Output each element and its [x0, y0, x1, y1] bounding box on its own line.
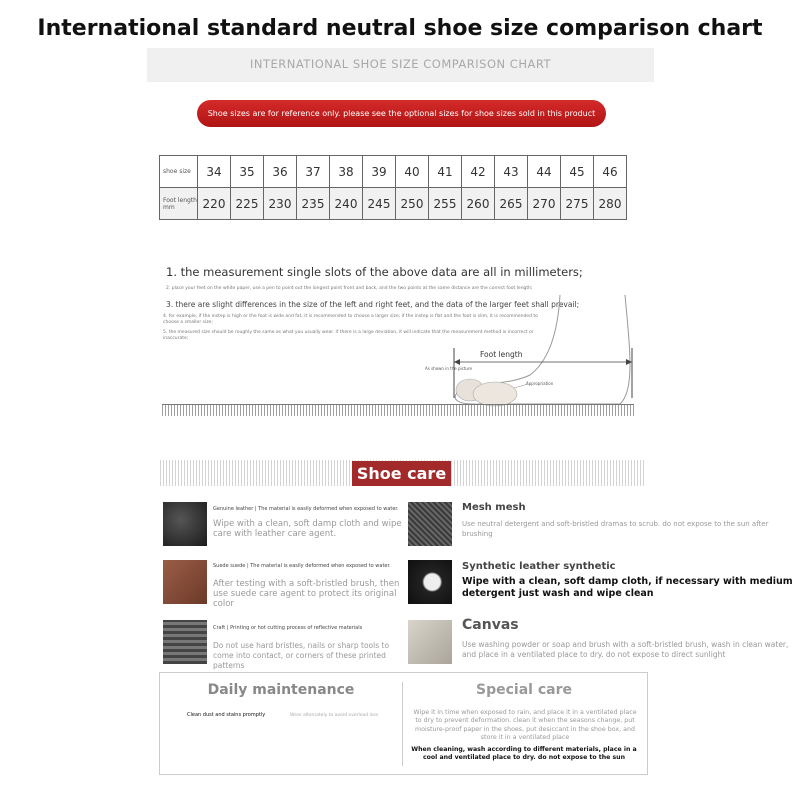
length-cell: 245	[363, 188, 396, 220]
synthetic-image	[408, 560, 452, 604]
genuine-leather-image	[163, 502, 207, 546]
canvas-title: Canvas	[462, 617, 519, 633]
suede-label: Suede suede | The material is easily deformed when exposed to water.	[213, 563, 391, 569]
size-cell: 41	[429, 156, 462, 188]
length-cell: 280	[594, 188, 627, 220]
length-cell: 230	[264, 188, 297, 220]
size-cell: 43	[495, 156, 528, 188]
care-title: Shoe care	[352, 461, 451, 486]
mesh-title: Mesh mesh	[462, 502, 526, 513]
canvas-image	[408, 620, 452, 664]
daily-left-text: Clean dust and stains promptly	[187, 712, 266, 718]
genuine-leather-label: Genuine leather | The material is easily deformed when exposed to water.	[213, 506, 399, 512]
ruler-line	[162, 404, 634, 405]
length-row-label: Foot length mm	[160, 188, 198, 220]
measure-point-3: 3. there are slight differences in the size of the left and right feet, and the data of the larger feet shall prevail;	[166, 300, 580, 309]
length-cell: 270	[528, 188, 561, 220]
synthetic-desc: Wipe with a clean, soft damp cloth, if necessary with medium detergent just wash and wipe clean	[462, 576, 793, 599]
mesh-image	[408, 502, 452, 546]
craft-image	[163, 620, 207, 664]
special-care-desc: Wipe it in time when exposed to rain, and place it in a ventilated place to dry to prevent deformation. clean it when the seasons change, put moisture-proof paper in the shoes, put desiccant in the shoe box, and store it in a ventilated place	[413, 709, 637, 741]
mesh-desc: Use neutral detergent and soft-bristled dramas to scrub. do not expose to the sun after brushing	[462, 520, 769, 538]
appropriation-label: Appropriation	[526, 381, 554, 386]
foot-length-label: Foot length	[480, 350, 523, 359]
length-cell: 220	[198, 188, 231, 220]
synthetic-title: Synthetic leather synthetic	[462, 561, 616, 572]
measure-point-2: 2. place your feet on the white paper, use a pen to point out the longest point front and back, and the two points at the same distance are the correct foot length;	[166, 286, 533, 291]
size-cell: 38	[330, 156, 363, 188]
size-cell: 36	[264, 156, 297, 188]
length-cell: 260	[462, 188, 495, 220]
length-row	[160, 188, 627, 220]
length-cell: 255	[429, 188, 462, 220]
size-cell: 34	[198, 156, 231, 188]
as-shown-label: As shown in the picture	[425, 366, 472, 371]
notice-banner: Shoe sizes are for reference only. please see the optional sizes for shoe sizes sold in this product	[197, 100, 606, 127]
size-cell: 45	[561, 156, 594, 188]
craft-desc: Do not use hard bristles, nails or sharp tools to come into contact, or corners of these printed patterns	[213, 641, 390, 670]
size-cell: 40	[396, 156, 429, 188]
size-row	[160, 156, 627, 188]
length-cell: 240	[330, 188, 363, 220]
genuine-leather-desc: Wipe with a clean, soft damp cloth and wipe care with leather care agent.	[213, 519, 402, 539]
special-care-title: Special care	[476, 682, 572, 698]
daily-right-text: Wear alternately to avoid overload loss	[290, 713, 379, 718]
length-cell: 265	[495, 188, 528, 220]
foot-illustration	[440, 290, 640, 410]
ruler	[162, 404, 634, 416]
size-cell: 35	[231, 156, 264, 188]
measure-point-5: 5. the measured size should be roughly the same as what you usually wear. if there is a large deviation, it will indicate that the measurement method is incorrect or inaccurate;	[163, 330, 534, 341]
length-cell: 275	[561, 188, 594, 220]
chart-subtitle: INTERNATIONAL SHOE SIZE COMPARISON CHART	[249, 57, 552, 71]
length-cell: 235	[297, 188, 330, 220]
measure-point-1: 1. the measurement single slots of the above data are all in millimeters;	[166, 265, 583, 279]
craft-label: Craft | Printing or hot cutting process of reflective materials	[213, 625, 363, 631]
size-cell: 39	[363, 156, 396, 188]
length-cell: 250	[396, 188, 429, 220]
daily-maintenance-title: Daily maintenance	[207, 682, 355, 698]
canvas-desc: Use washing powder or soap and brush with a soft-bristled brush, wash in clean water, and place in a ventilated place to dry. do not expose to direct sunlight	[462, 640, 789, 659]
size-cell: 42	[462, 156, 495, 188]
size-cell: 44	[528, 156, 561, 188]
measure-point-4: 4. for example, if the instep is high or the foot is wide and fat, it is recommended to choose a larger size; if the instep is flat and the foot is slim, it is recommended to choose a smaller size;	[163, 314, 538, 325]
special-care-bold: When cleaning, wash according to different materials, place in a cool and ventilated place to dry. do not expose to the sun	[411, 746, 637, 761]
size-cell: 46	[594, 156, 627, 188]
page-title: International standard neutral shoe size comparison chart	[37, 16, 763, 41]
suede-image	[163, 560, 207, 604]
size-cell: 37	[297, 156, 330, 188]
suede-desc: After testing with a soft-bristled brush, then use suede care agent to protect its original color	[213, 579, 400, 609]
size-row-label: shoe size	[160, 156, 198, 188]
size-table	[159, 155, 627, 220]
length-cell: 225	[231, 188, 264, 220]
